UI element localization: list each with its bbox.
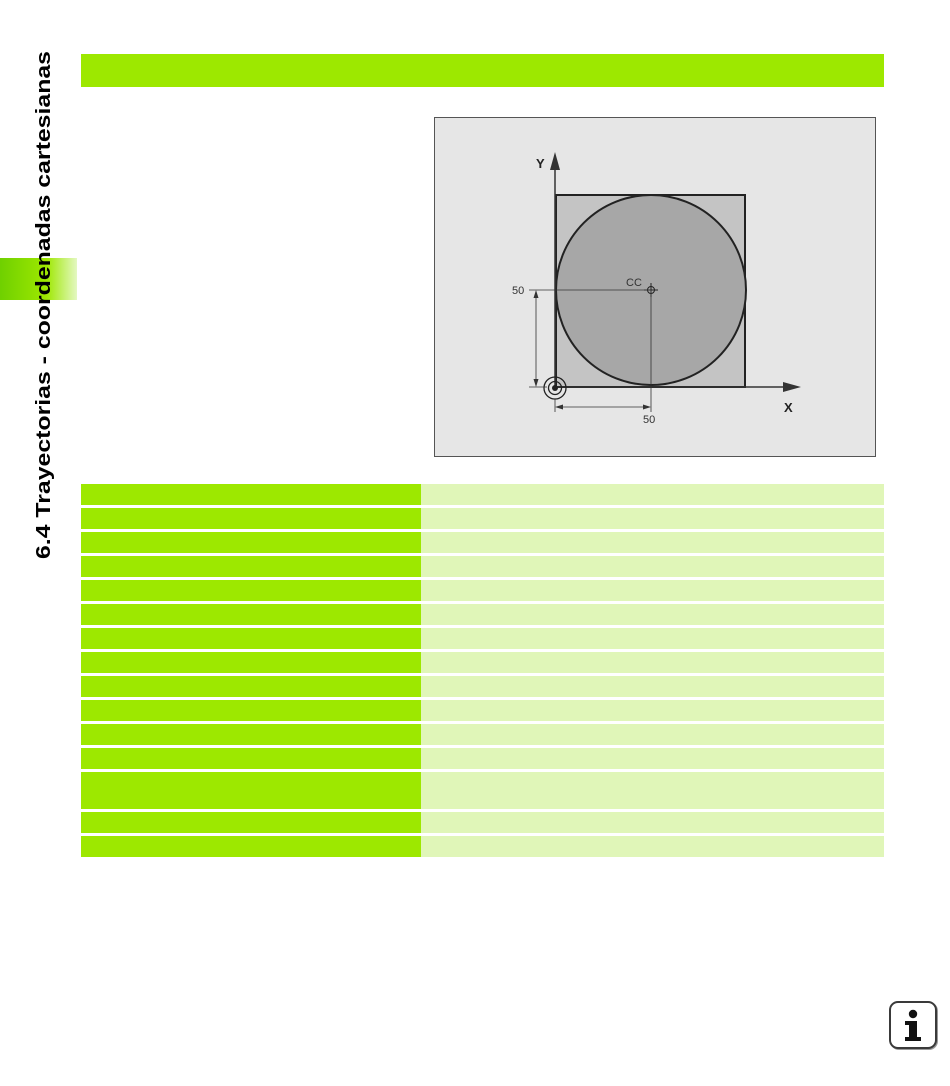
y-axis-arrow xyxy=(550,152,560,170)
table-cell-value xyxy=(421,652,884,673)
table-cell-value xyxy=(421,628,884,649)
table-row xyxy=(81,532,884,553)
y-dimension-label: 50 xyxy=(512,285,525,297)
table-row xyxy=(81,748,884,769)
table-row xyxy=(81,676,884,697)
table-cell-key xyxy=(81,748,421,769)
table-cell-value xyxy=(421,676,884,697)
table-cell-key xyxy=(81,724,421,745)
table-cell-value xyxy=(421,836,884,857)
table-cell-value xyxy=(421,484,884,505)
table-cell-value xyxy=(421,532,884,553)
table-cell-value xyxy=(421,556,884,577)
table-row xyxy=(81,772,884,809)
table-cell-value xyxy=(421,748,884,769)
y-axis-label: Y xyxy=(536,156,545,171)
x-dim-arrow-right xyxy=(643,405,651,410)
chapter-title xyxy=(29,49,57,561)
table-cell-key xyxy=(81,700,421,721)
x-axis-arrow xyxy=(783,382,801,392)
table-cell-value xyxy=(421,604,884,625)
table-cell-value xyxy=(421,508,884,529)
header-bar xyxy=(81,54,884,87)
table-cell-key xyxy=(81,676,421,697)
table-cell-key xyxy=(81,772,421,809)
table-cell-value xyxy=(421,580,884,601)
table-row xyxy=(81,812,884,833)
table-cell-value xyxy=(421,724,884,745)
table-row xyxy=(81,484,884,505)
table-row xyxy=(81,556,884,577)
y-dim-arrow-top xyxy=(534,290,539,298)
table-row xyxy=(81,724,884,745)
table-cell-key xyxy=(81,532,421,553)
info-button[interactable] xyxy=(889,1001,937,1049)
parameter-table xyxy=(81,484,884,860)
table-row xyxy=(81,700,884,721)
center-label: CC xyxy=(626,277,642,289)
table-row xyxy=(81,836,884,857)
table-cell-key xyxy=(81,556,421,577)
table-cell-value xyxy=(421,812,884,833)
table-cell-key xyxy=(81,836,421,857)
table-cell-key xyxy=(81,628,421,649)
table-cell-key xyxy=(81,604,421,625)
x-dimension-label: 50 xyxy=(643,414,656,426)
y-dim-arrow-bottom xyxy=(534,379,539,387)
table-row xyxy=(81,604,884,625)
table-cell-key xyxy=(81,508,421,529)
chapter-title-text: 6.4 Trayectorias - coordenadas cartesianas xyxy=(32,139,55,559)
table-cell-key xyxy=(81,484,421,505)
table-row xyxy=(81,652,884,673)
x-dim-arrow-left xyxy=(555,405,563,410)
table-cell-key xyxy=(81,652,421,673)
table-cell-key xyxy=(81,580,421,601)
table-cell-value xyxy=(421,772,884,809)
table-cell-value xyxy=(421,700,884,721)
table-row xyxy=(81,628,884,649)
circle-figure xyxy=(434,117,876,457)
table-row xyxy=(81,580,884,601)
info-icon xyxy=(891,1003,935,1047)
origin-dot xyxy=(552,385,558,391)
x-axis-label: X xyxy=(784,400,793,415)
table-cell-key xyxy=(81,812,421,833)
table-row xyxy=(81,508,884,529)
